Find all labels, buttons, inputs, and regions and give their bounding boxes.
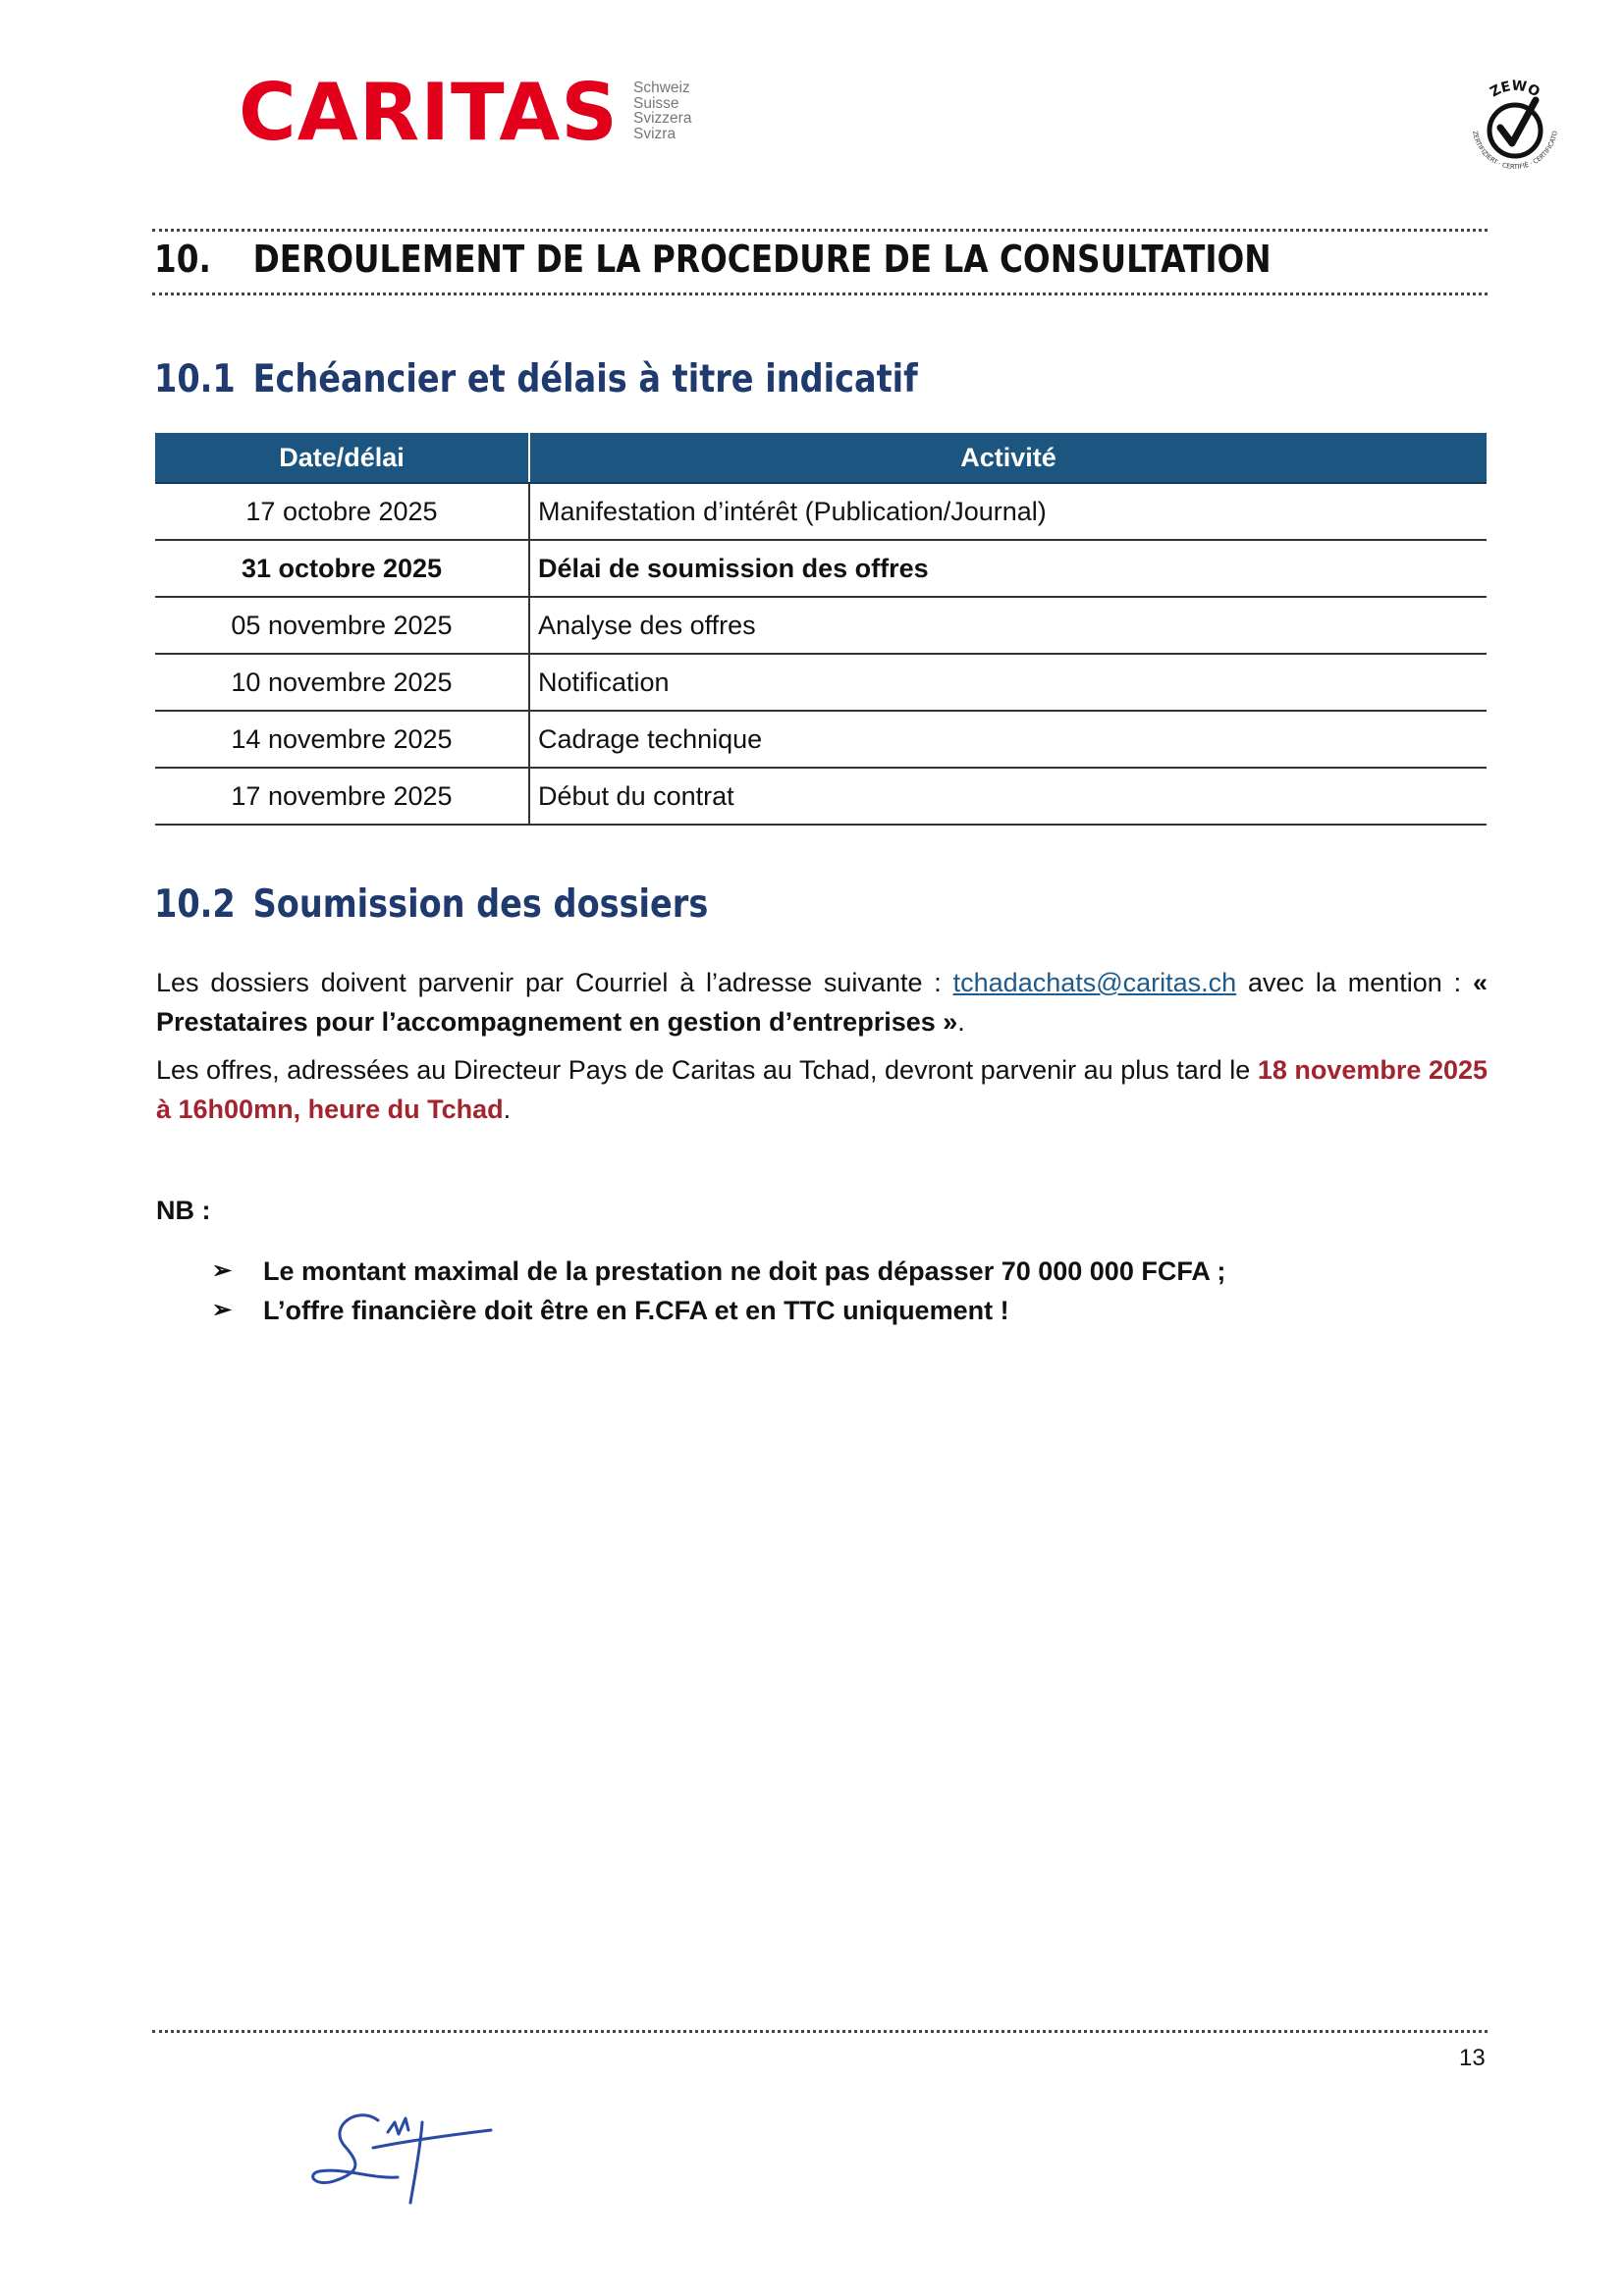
deadline-paragraph <box>156 1050 1488 1129</box>
divider-top <box>152 229 1488 232</box>
column-header-date: Date/délai <box>155 433 529 483</box>
section-heading <box>154 236 1272 283</box>
table-cell-activity: Notification <box>529 654 1487 711</box>
table-row <box>155 483 1487 540</box>
list-item-text: L’offre financière doit être en F.CFA et en TTC uniquement ! <box>263 1296 1009 1325</box>
submission-paragraph <box>156 963 1488 1041</box>
paragraph-text: Les offres, adressées au Directeur Pays de Caritas au Tchad, devront parvenir au plus tard le <box>156 1055 1258 1085</box>
zewo-badge-icon <box>1465 77 1565 177</box>
logo-language: Svizzera <box>633 110 692 127</box>
section-title: DEROULEMENT DE LA PROCEDURE DE LA CONSULTATION <box>252 238 1272 281</box>
zewo-badge-text: ZEWO <box>1488 78 1543 101</box>
zewo-badge-caption: ZERTIFIZIERT · CERTIFIÉ · CERTIFICATO <box>1471 130 1559 172</box>
subsection-title: Soumission des dossiers <box>252 882 709 927</box>
paragraph-text: . <box>957 1007 965 1037</box>
mention-text: « Prestataires pour l’accompagnement en gestion d’entreprises » <box>156 968 1488 1037</box>
table-cell-date: 05 novembre 2025 <box>155 597 529 654</box>
subsection-heading <box>154 355 918 404</box>
column-header-activity: Activité <box>529 433 1487 483</box>
divider-bottom <box>152 293 1488 295</box>
caritas-logo: CARITAS <box>239 67 619 158</box>
table-cell-date: 14 novembre 2025 <box>155 711 529 768</box>
table-row <box>155 711 1487 768</box>
arrow-bullet-icon: ➢ <box>212 1257 233 1284</box>
subsection-heading <box>154 881 708 930</box>
subsection-number: 10.1 <box>154 357 236 401</box>
page-number: 13 <box>1459 2045 1486 2071</box>
table-row <box>155 654 1487 711</box>
table-cell-activity: Analyse des offres <box>529 597 1487 654</box>
table-row <box>155 597 1487 654</box>
table-cell-activity: Délai de soumission des offres <box>529 540 1487 597</box>
paragraph-text: Les dossiers doivent parvenir par Courriel à l’adresse suivante : <box>156 968 953 997</box>
table-header-row <box>155 433 1487 483</box>
section-number: 10. <box>154 238 211 281</box>
list-item-text: Le montant maximal de la prestation ne doit pas dépasser 70 000 000 FCFA ; <box>263 1256 1226 1286</box>
table-cell-activity: Cadrage technique <box>529 711 1487 768</box>
subsection-title: Echéancier et délais à titre indicatif <box>252 357 918 401</box>
table-cell-activity: Début du contrat <box>529 768 1487 825</box>
table-cell-date: 31 octobre 2025 <box>155 540 529 597</box>
footer-divider <box>152 2030 1488 2033</box>
logo-languages <box>633 80 691 141</box>
deadline-text: 18 novembre 2025 à 16h00mn, heure du Tchad <box>156 1055 1489 1124</box>
email-link[interactable]: tchadachats@caritas.ch <box>952 968 1237 997</box>
list-item <box>212 1252 1225 1291</box>
paragraph-text: . <box>503 1095 512 1124</box>
table-row <box>155 540 1487 597</box>
logo-language: Schweiz <box>633 80 690 96</box>
table-cell-activity: Manifestation d’intérêt (Publication/Journal) <box>529 483 1487 540</box>
paragraph-text: avec la mention : <box>1236 968 1473 997</box>
schedule-table <box>155 433 1487 826</box>
arrow-bullet-icon: ➢ <box>212 1297 233 1323</box>
nb-label: NB : <box>156 1196 211 1225</box>
table-row <box>155 768 1487 825</box>
svg-text:ZEWO <box>1488 78 1543 100</box>
subsection-number: 10.2 <box>154 882 236 927</box>
table-cell-date: 10 novembre 2025 <box>155 654 529 711</box>
table-cell-date: 17 octobre 2025 <box>155 483 529 540</box>
nb-list <box>212 1252 1225 1330</box>
table-cell-date: 17 novembre 2025 <box>155 768 529 825</box>
list-item <box>212 1291 1225 1330</box>
logo-language: Svizra <box>633 125 677 142</box>
signature-icon <box>304 2101 501 2209</box>
logo-language: Suisse <box>633 94 679 112</box>
